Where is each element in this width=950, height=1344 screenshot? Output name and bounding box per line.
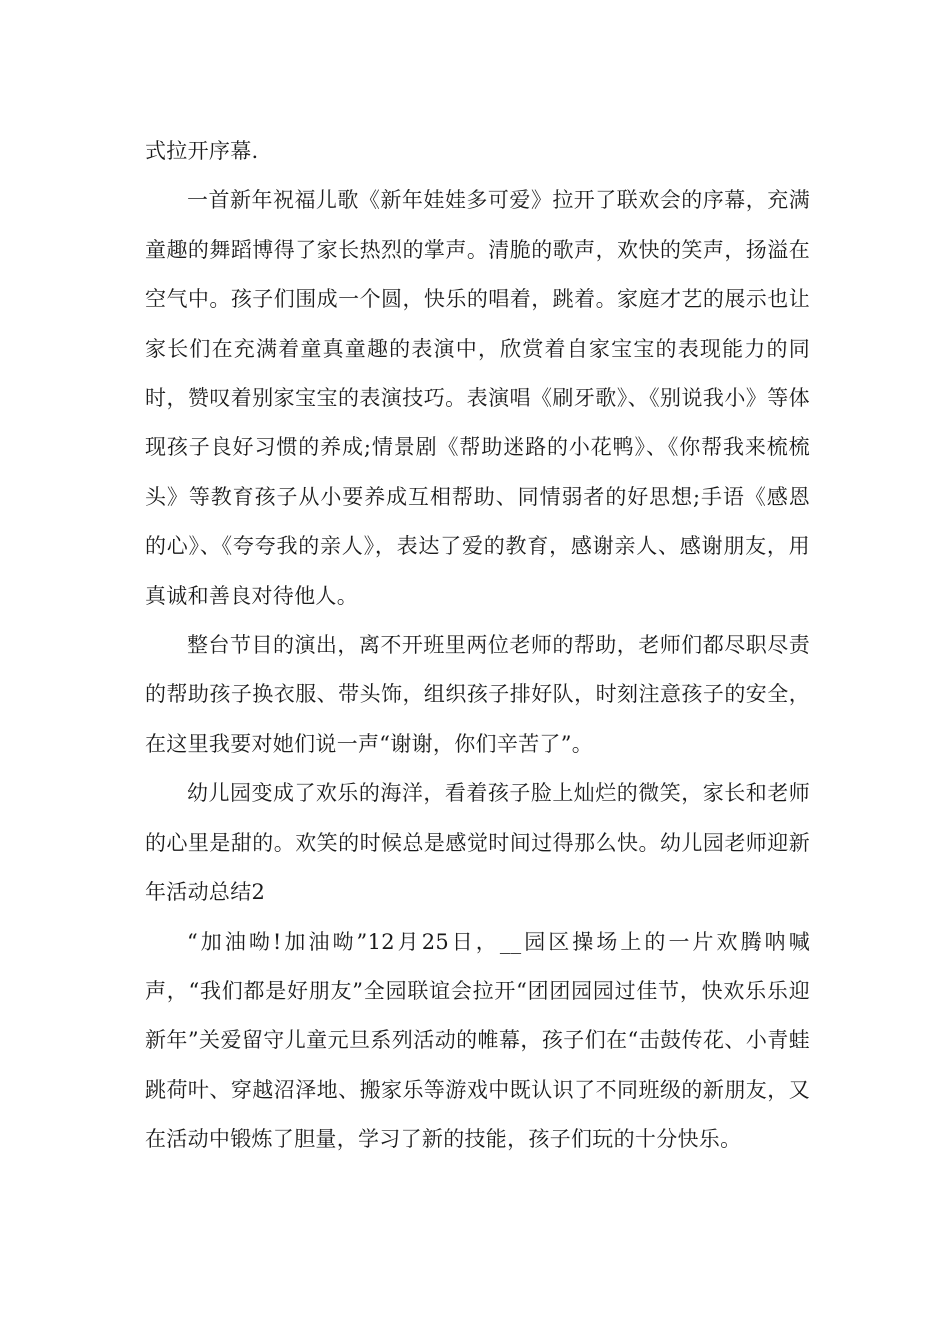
paragraph-party-opening: 一首新年祝福儿歌《新年娃娃多可爱》拉开了联欢会的序幕，充满童趣的舞蹈博得了家长热烈的掌声。清脆的歌声，欢快的笑声，扬溢在空气中。孩子们围成一个圆，快乐的唱着，跳着。家庭才艺的展示也让家长们在充满着童真童趣的表演中，欣赏着自家宝宝的表现能力的同时，赞叹着别家宝宝的表演技巧。表演唱《刷牙歌》、《别说我小》等体现孩子良好习惯的养成;情景剧《帮助迷路的小花鸭》、《你帮我来梳梳头》等教育孩子从小要养成互相帮助、同情弱者的好思想;手语《感恩的心》、《夸夸我的亲人》，表达了爱的教育，感谢亲人、感谢朋友，用真诚和善良对待他人。 [145,188,810,608]
paragraph-new-year-games: “加油呦!加油呦”12月25日，__园区操场上的一片欢腾呐喊声，“我们都是好朋友”全园联谊会拉开“团团园园过佳节，快欢乐乐迎新年”关爱留守儿童元旦系列活动的帷幕，孩子们在“击鼓传花、小青蛙跳荷叶、穿越沼泽地、搬家乐等游戏中既认识了不同班级的新朋友，又在活动中锻炼了胆量，学习了新的技能，孩子们玩的十分快乐。 [145,929,810,1152]
paragraph-teacher-thanks: 整台节目的演出，离不开班里两位老师的帮助，老师们都尽职尽责的帮助孩子换衣服、带头饰，组织孩子排好队，时刻注意孩子的安全，在这里我要对她们说一声“谢谢，你们辛苦了”。 [145,633,810,756]
paragraph-continuation: 式拉开序幕. [145,139,259,163]
paragraph-happy-ocean: 幼儿园变成了欢乐的海洋，看着孩子脸上灿烂的微笑，家长和老师的心里是甜的。欢笑的时候总是感觉时间过得那么快。幼儿园老师迎新年活动总结2 [145,781,810,905]
document-body [145,127,810,1165]
